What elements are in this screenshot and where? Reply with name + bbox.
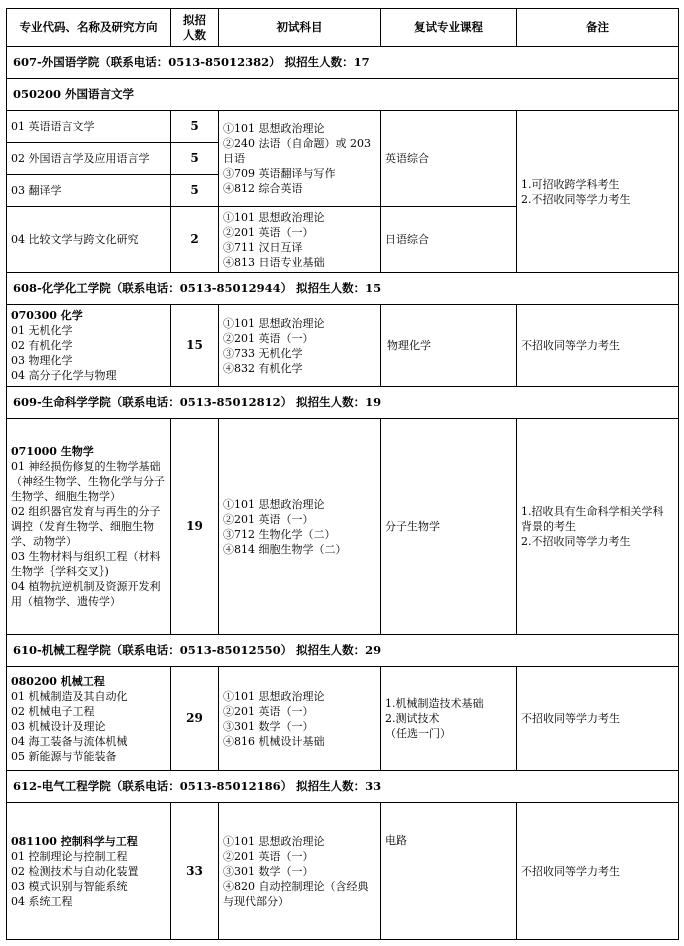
direction-item: 04 海工装备与流体机械 [11, 734, 128, 748]
count-cell: 2 [171, 207, 219, 273]
exam-item: ③301 数学（一） [223, 719, 314, 733]
exam-item: ③733 无机化学 [223, 346, 303, 360]
major-title: 071000 生物学 [11, 445, 94, 458]
exam-item: ①101 思想政治理论 [223, 689, 325, 703]
exam-item: ④832 有机化学 [223, 361, 303, 375]
exam-item: ④813 日语专业基础 [223, 255, 325, 269]
college-row-607 [7, 47, 679, 79]
direction-item: 02 检测技术与自动化装置 [11, 864, 139, 878]
retest-item: 1.机械制造技术基础 [385, 697, 484, 710]
exam-item: ④820 自动控制理论（含经典与现代部分） [223, 879, 369, 908]
admissions-table [6, 8, 679, 940]
count-cell: 5 [171, 111, 219, 143]
exam-cell [219, 419, 381, 635]
header-notes: 备注 [517, 9, 679, 47]
note-item: 1.招收具有生命科学相关学科背景的考生 [521, 505, 664, 533]
college-title: 608-化学化工学院（联系电话：0513-85012944） 拟招生人数：15 [7, 273, 679, 305]
exam-cell [219, 803, 381, 940]
exam-item: ②240 法语（自命题）或 203 日语 [223, 137, 371, 165]
count-cell: 29 [171, 667, 219, 771]
header-exam: 初试科目 [219, 9, 381, 47]
college-row-608 [7, 273, 679, 305]
direction-item: 04 植物抗逆机制及资源开发利用（植物学、遗传学） [11, 580, 161, 608]
direction-cell: 01 英语语言文学 [7, 111, 171, 143]
count-cell: 5 [171, 175, 219, 207]
major-title: 080200 机械工程 [11, 674, 105, 688]
direction-item: 02 机械电子工程 [11, 704, 95, 718]
table-row [7, 803, 679, 940]
college-row-610 [7, 635, 679, 667]
direction-item: 01 无机化学 [11, 324, 73, 337]
direction-cell: 02 外国语言学及应用语言学 [7, 143, 171, 175]
note-item: 2.不招收同等学力考生 [521, 192, 631, 206]
exam-cell [219, 111, 381, 207]
retest-cell: 日语综合 [381, 207, 517, 273]
count-cell: 5 [171, 143, 219, 175]
major-title: 081100 控制科学与工程 [11, 834, 138, 848]
retest-cell: 英语综合 [381, 111, 517, 207]
notes-cell: 不招收同等学力考生 [517, 803, 679, 940]
count-cell: 19 [171, 419, 219, 635]
direction-item: 04 高分子化学与物理 [11, 369, 117, 382]
exam-item: ②201 英语（一） [223, 225, 314, 239]
major-row-050200 [7, 79, 679, 111]
direction-item: 05 新能源与节能装备 [11, 749, 117, 763]
direction-item: 01 神经损伤修复的生物学基础（神经生物学、生物化学与分子生物学、细胞生物学） [11, 460, 165, 503]
count-cell: 15 [171, 305, 219, 387]
retest-cell: 电路 [381, 803, 517, 940]
direction-item: 01 控制理论与控制工程 [11, 849, 128, 863]
college-row-612 [7, 771, 679, 803]
direction-item: 02 组织器官发育与再生的分子调控（发育生物学、细胞生物学、动物学） [11, 505, 161, 548]
exam-item: ①101 思想政治理论 [223, 834, 325, 848]
exam-item: ③709 英语翻译与写作 [223, 167, 336, 180]
retest-item: （任选一门） [385, 727, 451, 740]
notes-cell: 不招收同等学力考生 [517, 667, 679, 771]
direction-cell [7, 305, 171, 387]
header-row [7, 9, 679, 47]
header-major: 专业代码、名称及研究方向 [7, 9, 171, 47]
header-retest: 复试专业课程 [381, 9, 517, 47]
exam-item: ①101 思想政治理论 [223, 316, 325, 330]
retest-item: 2.测试技术 [385, 712, 440, 725]
exam-item: ④816 机械设计基础 [223, 734, 325, 748]
major-title: 050200 外国语言文学 [7, 79, 679, 111]
exam-item: ③301 数学（一） [223, 864, 314, 878]
notes-cell [517, 111, 679, 273]
exam-item: ①101 思想政治理论 [223, 210, 325, 224]
exam-item: ①101 思想政治理论 [223, 122, 325, 135]
notes-cell [517, 419, 679, 635]
exam-item: ①101 思想政治理论 [223, 497, 325, 511]
major-title: 070300 化学 [11, 309, 83, 322]
direction-item: 03 生物材料与组织工程（材料生物学｛学科交叉｝) [11, 550, 161, 578]
direction-item: 03 物理化学 [11, 354, 73, 367]
exam-cell [219, 667, 381, 771]
exam-item: ②201 英语（一） [223, 849, 314, 863]
exam-item: ③711 汉日互译 [223, 240, 303, 254]
college-title: 612-电气工程学院（联系电话：0513-85012186） 拟招生人数：33 [7, 771, 679, 803]
direction-item: 02 有机化学 [11, 339, 73, 352]
exam-item: ③712 生物化学（二） [223, 527, 336, 541]
exam-item: ②201 英语（一） [223, 331, 314, 345]
table-row [7, 305, 679, 387]
direction-cell: 03 翻译学 [7, 175, 171, 207]
exam-item: ④812 综合英语 [223, 182, 303, 195]
table-row [7, 667, 679, 771]
direction-item: 03 模式识别与智能系统 [11, 879, 128, 893]
direction-cell [7, 803, 171, 940]
exam-item: ②201 英语（一） [223, 512, 314, 526]
retest-cell [381, 667, 517, 771]
direction-cell [7, 667, 171, 771]
exam-item: ④814 细胞生物学（二） [223, 542, 347, 556]
college-title: 607-外国语学院（联系电话：0513-85012382） 拟招生人数：17 [7, 47, 679, 79]
college-row-609 [7, 387, 679, 419]
college-title: 610-机械工程学院（联系电话：0513-85012550） 拟招生人数：29 [7, 635, 679, 667]
exam-cell [219, 207, 381, 273]
direction-item: 01 机械制造及其自动化 [11, 689, 128, 703]
direction-item: 03 机械设计及理论 [11, 719, 106, 733]
table-row [7, 419, 679, 635]
header-count: 拟招人数 [171, 9, 219, 47]
direction-cell: 04 比较文学与跨文化研究 [7, 207, 171, 273]
direction-item: 04 系统工程 [11, 894, 73, 908]
college-title: 609-生命科学学院（联系电话：0513-85012812） 拟招生人数：19 [7, 387, 679, 419]
exam-item: ②201 英语（一） [223, 704, 314, 718]
note-item: 1.可招收跨学科考生 [521, 177, 620, 191]
notes-cell: 不招收同等学力考生 [517, 305, 679, 387]
retest-cell: 物理化学 [381, 305, 517, 387]
count-cell: 33 [171, 803, 219, 940]
table-row [7, 111, 679, 143]
direction-cell [7, 419, 171, 635]
note-item: 2.不招收同等学力考生 [521, 535, 631, 548]
retest-cell: 分子生物学 [381, 419, 517, 635]
exam-cell [219, 305, 381, 387]
